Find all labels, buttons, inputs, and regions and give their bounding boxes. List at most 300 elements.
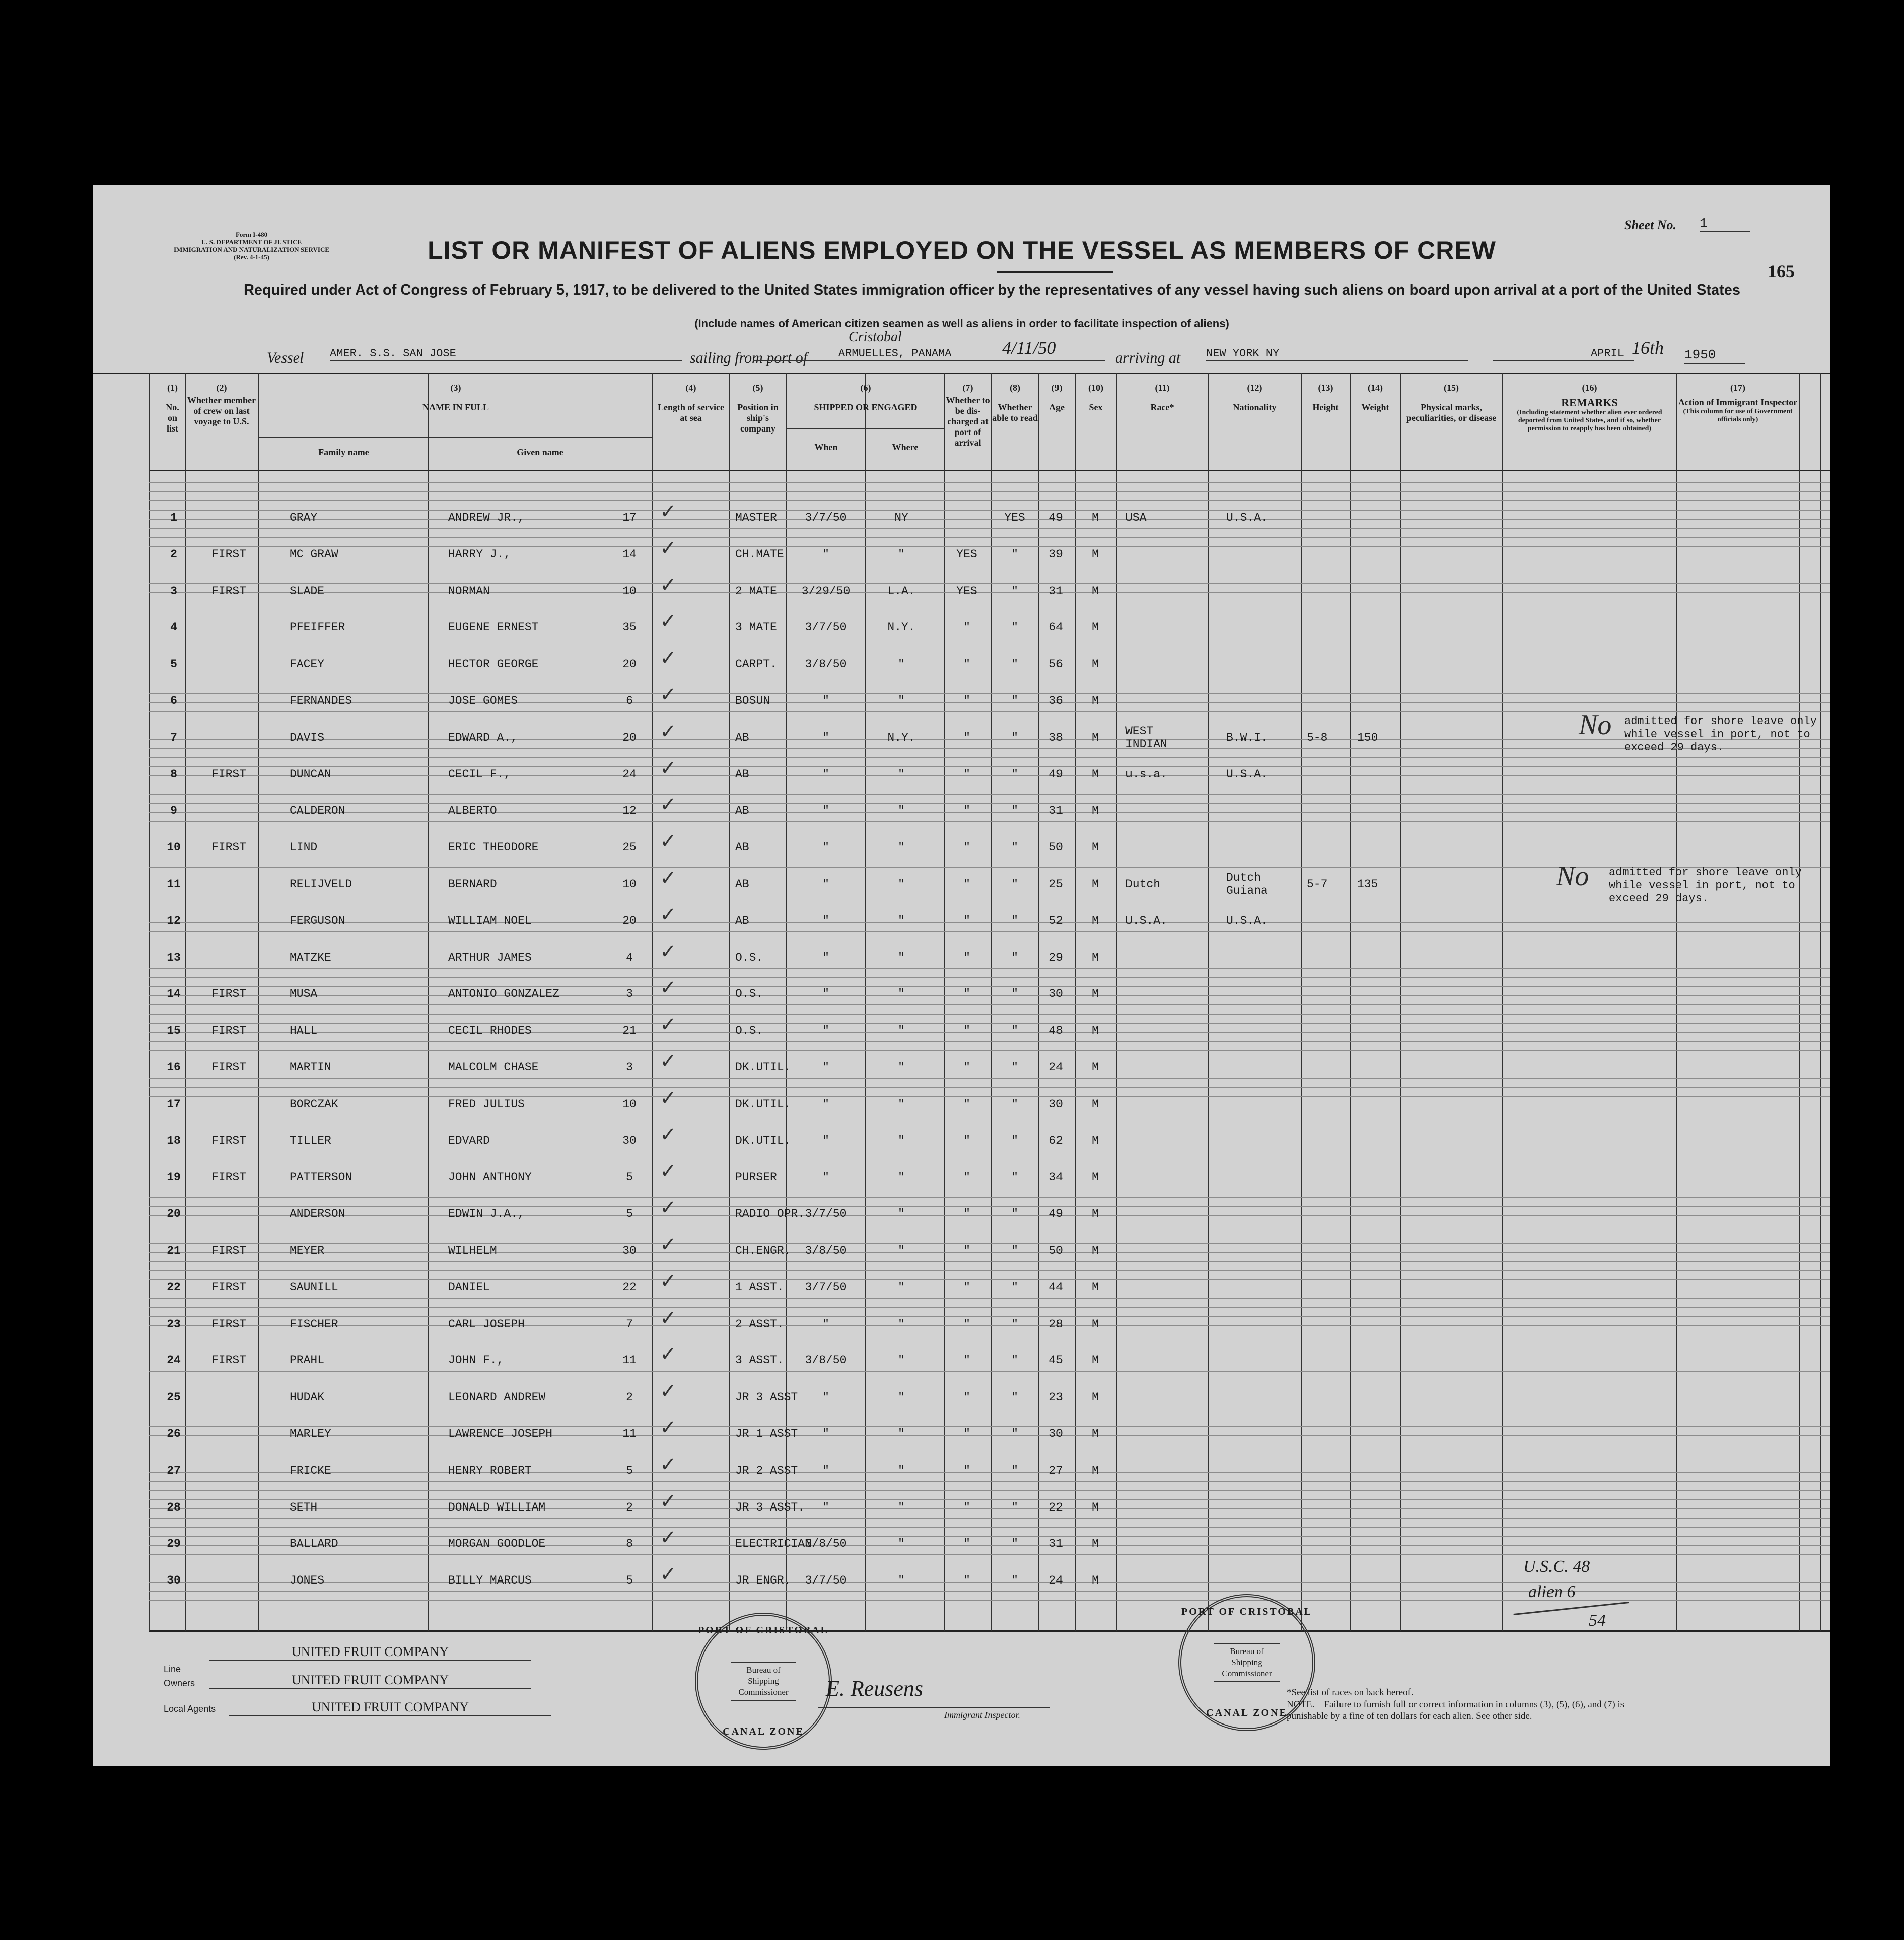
col4-header: (4) Length of service at sea [658, 383, 724, 423]
cell-family: LIND [290, 841, 318, 854]
cell-service: 2 [626, 1500, 633, 1514]
cell-no: 15 [167, 1024, 181, 1038]
row-rule [149, 1261, 1830, 1262]
cell-service: 7 [626, 1317, 633, 1331]
penalty-note: NOTE.—Failure to furnish full or correct information in columns (3), (5), (6), and (7) is punishable by a fine of ten dollars for each alien. See other side. [1287, 1699, 1625, 1721]
cell-prev: FIRST [211, 547, 247, 561]
cell-when: 3/8/50 [805, 1354, 847, 1368]
cell-sex: M [1092, 1134, 1099, 1147]
row-rule [149, 1481, 1830, 1482]
cell-no: 19 [167, 1171, 181, 1184]
cell-given: BERNARD [448, 878, 497, 891]
cell-discharged: " [963, 1097, 970, 1111]
cell-no: 16 [167, 1061, 181, 1074]
row-rule [149, 1472, 1830, 1473]
row-rule [149, 519, 1830, 520]
row-rule [149, 1499, 1830, 1500]
cell-given: WILHELM [448, 1244, 497, 1257]
cell-when: " [822, 804, 829, 818]
cell-read: " [1011, 1061, 1018, 1074]
row-rule [149, 693, 1830, 694]
cell-given: JOSE GOMES [448, 694, 518, 707]
col3-header: (3) NAME IN FULL [422, 383, 489, 412]
cell-height: 5-8 [1307, 731, 1328, 744]
races-note: *See list of races on back hereof. [1287, 1687, 1414, 1698]
row-rule [149, 1243, 1830, 1244]
vessel-name: AMER. S.S. SAN JOSE [330, 347, 682, 361]
cell-family: MC GRAW [290, 547, 338, 561]
inspector-signature: E. Reusens [826, 1676, 924, 1701]
cell-where: " [898, 1574, 905, 1588]
column-rule [1400, 373, 1401, 1631]
tally-total: 54 [1589, 1611, 1606, 1630]
cell-given: MALCOLM CHASE [448, 1061, 539, 1074]
cell-read: " [1011, 694, 1018, 707]
cell-given: ARTHUR JAMES [448, 951, 532, 964]
cell-given: HARRY J., [448, 547, 511, 561]
cell-given: WILLIAM NOEL [448, 914, 532, 927]
cell-when: 3/7/50 [805, 1574, 847, 1588]
row-rule [149, 1600, 1830, 1601]
cell-where: " [898, 767, 905, 781]
checkmark-icon: ✓ [660, 1453, 677, 1476]
cell-discharged: " [963, 841, 970, 854]
cell-age: 31 [1049, 1537, 1063, 1551]
row-rule [149, 1004, 1830, 1005]
cell-where: " [898, 987, 905, 1001]
cell-family: MEYER [290, 1244, 325, 1257]
row-rule [149, 775, 1830, 776]
row-rule [149, 812, 1830, 813]
row-rule [149, 1325, 1830, 1326]
cell-where: NY [894, 511, 908, 524]
cell-family: FERNANDES [290, 694, 352, 707]
cell-age: 48 [1049, 1024, 1063, 1038]
cell-race: Dutch [1125, 878, 1161, 891]
row-rule [149, 821, 1830, 822]
cell-age: 29 [1049, 951, 1063, 964]
checkmark-icon: ✓ [660, 1123, 677, 1146]
cell-age: 30 [1049, 1427, 1063, 1441]
cell-when: 3/7/50 [805, 1207, 847, 1221]
cell-family: PRAHL [290, 1354, 325, 1368]
cell-given: JOHN ANTHONY [448, 1171, 532, 1184]
sailing-port: ARMUELLES, PANAMA [753, 347, 1105, 361]
cell-sex: M [1092, 951, 1099, 964]
cell-service: 10 [622, 1097, 637, 1111]
cell-prev: FIRST [211, 1134, 247, 1147]
col1-header: (1) No. on list [166, 383, 179, 434]
cell-sex: M [1092, 841, 1099, 854]
row-rule [149, 1371, 1830, 1372]
tally-line-1: U.S.C. 48 [1523, 1557, 1590, 1576]
cell-given: EDWARD A., [448, 731, 518, 744]
row-rule [149, 1307, 1830, 1308]
cell-age: 44 [1049, 1280, 1063, 1294]
cell-service: 30 [622, 1134, 637, 1147]
remark-no-mark: No [1556, 860, 1589, 892]
cell-no: 7 [170, 731, 177, 744]
cell-age: 30 [1049, 1097, 1063, 1111]
row-rule [149, 1096, 1830, 1097]
cell-prev: FIRST [211, 1354, 247, 1368]
cell-prev: FIRST [211, 1317, 247, 1331]
cell-position: O.S. [735, 951, 763, 964]
checkmark-icon: ✓ [660, 1379, 677, 1402]
cell-discharged: " [963, 1537, 970, 1551]
cell-age: 39 [1049, 547, 1063, 561]
owners-company: UNITED FRUIT COMPANY [209, 1673, 531, 1689]
cell-sex: M [1092, 1537, 1099, 1551]
cell-no: 14 [167, 987, 181, 1001]
cell-nationality: U.S.A. [1226, 511, 1268, 524]
cell-read: " [1011, 1537, 1018, 1551]
row-rule [149, 702, 1830, 703]
cell-position: JR 3 ASST. [735, 1500, 805, 1514]
cell-given: FRED JULIUS [448, 1097, 525, 1111]
row-rule [149, 1270, 1830, 1271]
cell-when: " [822, 767, 829, 781]
cell-discharged: " [963, 1280, 970, 1294]
cell-position: AB [735, 804, 749, 818]
cell-sex: M [1092, 1354, 1099, 1368]
cell-no: 8 [170, 767, 177, 781]
row-rule [149, 1426, 1830, 1427]
cell-where: " [898, 1134, 905, 1147]
cell-read: " [1011, 1024, 1018, 1038]
cell-where: " [898, 1427, 905, 1441]
row-rule [149, 968, 1830, 969]
column-rule [729, 373, 730, 1631]
cell-sex: M [1092, 584, 1099, 598]
cell-no: 3 [170, 584, 177, 598]
cell-family: CALDERON [290, 804, 345, 818]
cell-position: CARPT. [735, 658, 777, 671]
checkmark-icon: ✓ [660, 1196, 677, 1219]
table-bottom-rule [149, 1630, 1830, 1632]
cell-age: 62 [1049, 1134, 1063, 1147]
cell-weight: 135 [1357, 878, 1378, 891]
cell-discharged: " [963, 1464, 970, 1477]
cell-no: 29 [167, 1537, 181, 1551]
cell-read: " [1011, 1427, 1018, 1441]
cell-family: SLADE [290, 584, 325, 598]
checkmark-icon: ✓ [660, 1269, 677, 1292]
cell-service: 4 [626, 951, 633, 964]
row-rule [149, 510, 1830, 511]
arriving-label: arriving at [1115, 349, 1181, 366]
cell-service: 25 [622, 841, 637, 854]
cell-when: " [822, 1427, 829, 1441]
cell-service: 2 [626, 1391, 633, 1404]
cell-where: " [898, 547, 905, 561]
cell-position: JR 3 ASST [735, 1391, 798, 1404]
cell-when: " [822, 694, 829, 707]
cell-no: 28 [167, 1500, 181, 1514]
col6-where-subheader: Where [892, 442, 919, 452]
row-rule [149, 1023, 1830, 1024]
col12-header: (12) Nationality [1233, 383, 1277, 412]
cell-discharged: " [963, 658, 970, 671]
cell-when: 3/8/50 [805, 658, 847, 671]
row-rule [149, 757, 1830, 758]
cell-where: " [898, 951, 905, 964]
name-subheader-rule [259, 437, 652, 438]
column-rule [1502, 373, 1503, 1631]
cell-service: 20 [622, 658, 637, 671]
cell-age: 49 [1049, 511, 1063, 524]
cell-position: ELECTRICIAN [735, 1537, 812, 1551]
col11-header: (11) Race* [1150, 383, 1174, 412]
cell-position: MASTER [735, 511, 777, 524]
cell-given: ALBERTO [448, 804, 497, 818]
remark-row-11: admitted for shore leave only while vessel in port, not to exceed 29 days. [1609, 866, 1802, 905]
cell-sex: M [1092, 1097, 1099, 1111]
cell-read: " [1011, 1134, 1018, 1147]
cell-position: 3 ASST. [735, 1354, 784, 1368]
row-rule [149, 1041, 1830, 1042]
cell-race: WEST INDIAN [1125, 724, 1167, 751]
cell-read: " [1011, 584, 1018, 598]
col6-when-subheader: When [814, 442, 838, 452]
cell-prev: FIRST [211, 767, 247, 781]
column-rule [1820, 373, 1821, 1631]
cell-where: N.Y. [887, 731, 915, 744]
cell-no: 27 [167, 1464, 181, 1477]
cell-service: 5 [626, 1574, 633, 1588]
checkmark-icon: ✓ [660, 1160, 677, 1183]
cell-family: JONES [290, 1574, 325, 1588]
column-rule [991, 373, 992, 1631]
cell-position: AB [735, 841, 749, 854]
row-rule [149, 977, 1830, 978]
cell-read: " [1011, 1244, 1018, 1257]
line-company: UNITED FRUIT COMPANY [209, 1644, 531, 1661]
cell-family: SAUNILL [290, 1280, 338, 1294]
cell-family: DUNCAN [290, 767, 331, 781]
cell-when: 3/29/50 [801, 584, 851, 598]
cell-discharged: " [963, 1391, 970, 1404]
cell-discharged: " [963, 1134, 970, 1147]
col6-header: (6) SHIPPED OR ENGAGED [814, 383, 918, 412]
cell-service: 11 [622, 1354, 637, 1368]
cell-where: " [898, 878, 905, 891]
col2-header: (2) Whether member of crew on last voyage to U.S. [187, 383, 256, 426]
cell-family: FISCHER [290, 1317, 338, 1331]
row-rule [149, 931, 1830, 932]
cell-family: BORCZAK [290, 1097, 338, 1111]
cell-family: MARTIN [290, 1061, 331, 1074]
cell-family: PATTERSON [290, 1171, 352, 1184]
cell-given: EDWIN J.A., [448, 1207, 525, 1221]
cell-sex: M [1092, 1171, 1099, 1184]
cell-sex: M [1092, 731, 1099, 744]
col16-header: (16) REMARKS (Including statement whether alien ever ordered deported from United States, and if so, whether permission to reapply has been obtained) [1517, 383, 1662, 433]
cell-age: 31 [1049, 804, 1063, 818]
cell-given: BILLY MARCUS [448, 1574, 532, 1588]
checkmark-icon: ✓ [660, 720, 677, 743]
cell-no: 4 [170, 621, 177, 634]
cell-position: DK.UTIL. [735, 1134, 791, 1147]
cell-position: 2 ASST. [735, 1317, 784, 1331]
checkmark-icon: ✓ [660, 573, 677, 596]
cell-age: 56 [1049, 658, 1063, 671]
title-underline [997, 271, 1113, 273]
agents-company: UNITED FRUIT COMPANY [229, 1700, 551, 1716]
row-rule [149, 1316, 1830, 1317]
row-rule [149, 1545, 1830, 1546]
cell-family: MUSA [290, 987, 318, 1001]
cell-service: 24 [622, 767, 637, 781]
cell-where: " [898, 914, 905, 927]
cell-where: " [898, 694, 905, 707]
cell-read: " [1011, 914, 1018, 927]
cell-when: " [822, 951, 829, 964]
cell-given: DONALD WILLIAM [448, 1500, 546, 1514]
checkmark-icon: ✓ [660, 646, 677, 669]
port-stamp: PORT OF CRISTOBAL Bureau of Shipping Commissioner CANAL ZONE [695, 1613, 832, 1750]
col3-given-subheader: Given name [517, 447, 563, 457]
cell-discharged: " [963, 1317, 970, 1331]
cell-family: PFEIFFER [290, 621, 345, 634]
cell-sex: M [1092, 511, 1099, 524]
row-rule [149, 803, 1830, 804]
manifest-sheet [93, 185, 1830, 1766]
cell-age: 38 [1049, 731, 1063, 744]
row-rule [149, 748, 1830, 749]
cell-age: 50 [1049, 1244, 1063, 1257]
cell-where: " [898, 841, 905, 854]
cell-discharged: " [963, 767, 970, 781]
cell-sex: M [1092, 987, 1099, 1001]
column-rule [1116, 373, 1117, 1631]
cell-read: " [1011, 1574, 1018, 1588]
cell-no: 18 [167, 1134, 181, 1147]
cell-discharged: " [963, 804, 970, 818]
cell-given: ERIC THEODORE [448, 841, 539, 854]
cell-where: " [898, 1500, 905, 1514]
cell-no: 23 [167, 1317, 181, 1331]
cell-when: " [822, 914, 829, 927]
cell-no: 11 [167, 878, 181, 891]
inspector-label: Immigrant Inspector. [944, 1710, 1020, 1720]
row-rule [149, 537, 1830, 538]
cell-race: USA [1125, 511, 1147, 524]
row-rule [149, 546, 1830, 547]
tally-rule [1513, 1602, 1629, 1615]
checkmark-icon: ✓ [660, 903, 677, 926]
cell-read: " [1011, 658, 1018, 671]
column-rule [1075, 373, 1076, 1631]
cell-read: " [1011, 878, 1018, 891]
cell-service: 5 [626, 1464, 633, 1477]
cell-position: CH.MATE [735, 547, 784, 561]
cell-prev: FIRST [211, 584, 247, 598]
cell-service: 5 [626, 1207, 633, 1221]
row-rule [149, 1197, 1830, 1198]
cell-where: " [898, 1244, 905, 1257]
cell-when: 3/8/50 [805, 1244, 847, 1257]
cell-discharged: " [963, 987, 970, 1001]
row-rule [149, 1591, 1830, 1592]
cell-position: CH.ENGR. [735, 1244, 791, 1257]
cell-service: 30 [622, 1244, 637, 1257]
row-rule [149, 1490, 1830, 1491]
cell-family: FRICKE [290, 1464, 331, 1477]
cell-sex: M [1092, 1061, 1099, 1074]
cell-prev: FIRST [211, 1280, 247, 1294]
cell-age: 49 [1049, 767, 1063, 781]
cell-sex: M [1092, 1280, 1099, 1294]
cell-position: 2 MATE [735, 584, 777, 598]
col5-header: (5) Position in ship's company [737, 383, 779, 434]
signature-rule [818, 1707, 1050, 1708]
cell-no: 10 [167, 841, 181, 854]
cell-position: RADIO OPR. [735, 1207, 805, 1221]
cell-position: O.S. [735, 987, 763, 1001]
row-rule [149, 1508, 1830, 1509]
remark-row-7: admitted for shore leave only while vessel in port, not to exceed 29 days. [1624, 715, 1817, 754]
column-rule [944, 373, 945, 1631]
row-rule [149, 1032, 1830, 1033]
cell-family: FERGUSON [290, 914, 345, 927]
cell-position: DK.UTIL. [735, 1061, 791, 1074]
checkmark-icon: ✓ [660, 610, 677, 633]
row-rule [149, 1518, 1830, 1519]
row-rule [149, 995, 1830, 996]
cell-where: " [898, 1061, 905, 1074]
cell-sex: M [1092, 804, 1099, 818]
page-number: 165 [1768, 261, 1795, 281]
cell-prev: FIRST [211, 1061, 247, 1074]
checkmark-icon: ✓ [660, 829, 677, 852]
row-rule [149, 583, 1830, 584]
row-rule [149, 1215, 1830, 1216]
cell-discharged: " [963, 1574, 970, 1588]
cell-read: " [1011, 841, 1018, 854]
arrival-day-handwritten: 16th [1632, 338, 1664, 358]
cell-when: " [822, 1061, 829, 1074]
cell-where: " [898, 1171, 905, 1184]
cell-position: 3 MATE [735, 621, 777, 634]
owners-label: Owners [164, 1678, 195, 1688]
column-rule [428, 373, 429, 1631]
cell-given: CARL JOSEPH [448, 1317, 525, 1331]
cell-discharged: " [963, 1354, 970, 1368]
row-rule [149, 1252, 1830, 1253]
cell-family: RELIJVELD [290, 878, 352, 891]
cell-discharged: " [963, 621, 970, 634]
cell-where: L.A. [887, 584, 915, 598]
cell-sex: M [1092, 694, 1099, 707]
cell-discharged: " [963, 1207, 970, 1221]
column-rule [786, 373, 787, 1631]
cell-when: " [822, 878, 829, 891]
cell-age: 45 [1049, 1354, 1063, 1368]
col13-header: (13) Height [1312, 383, 1339, 412]
cell-position: O.S. [735, 1024, 763, 1038]
checkmark-icon: ✓ [660, 756, 677, 779]
checkmark-icon: ✓ [660, 1526, 677, 1549]
cell-service: 10 [622, 584, 637, 598]
cell-read: " [1011, 547, 1018, 561]
column-rule [1799, 373, 1800, 1631]
cell-nationality: U.S.A. [1226, 914, 1268, 927]
cell-no: 22 [167, 1280, 181, 1294]
cell-where: " [898, 1391, 905, 1404]
col3-family-subheader: Family name [318, 447, 369, 457]
row-rule [149, 1279, 1830, 1280]
